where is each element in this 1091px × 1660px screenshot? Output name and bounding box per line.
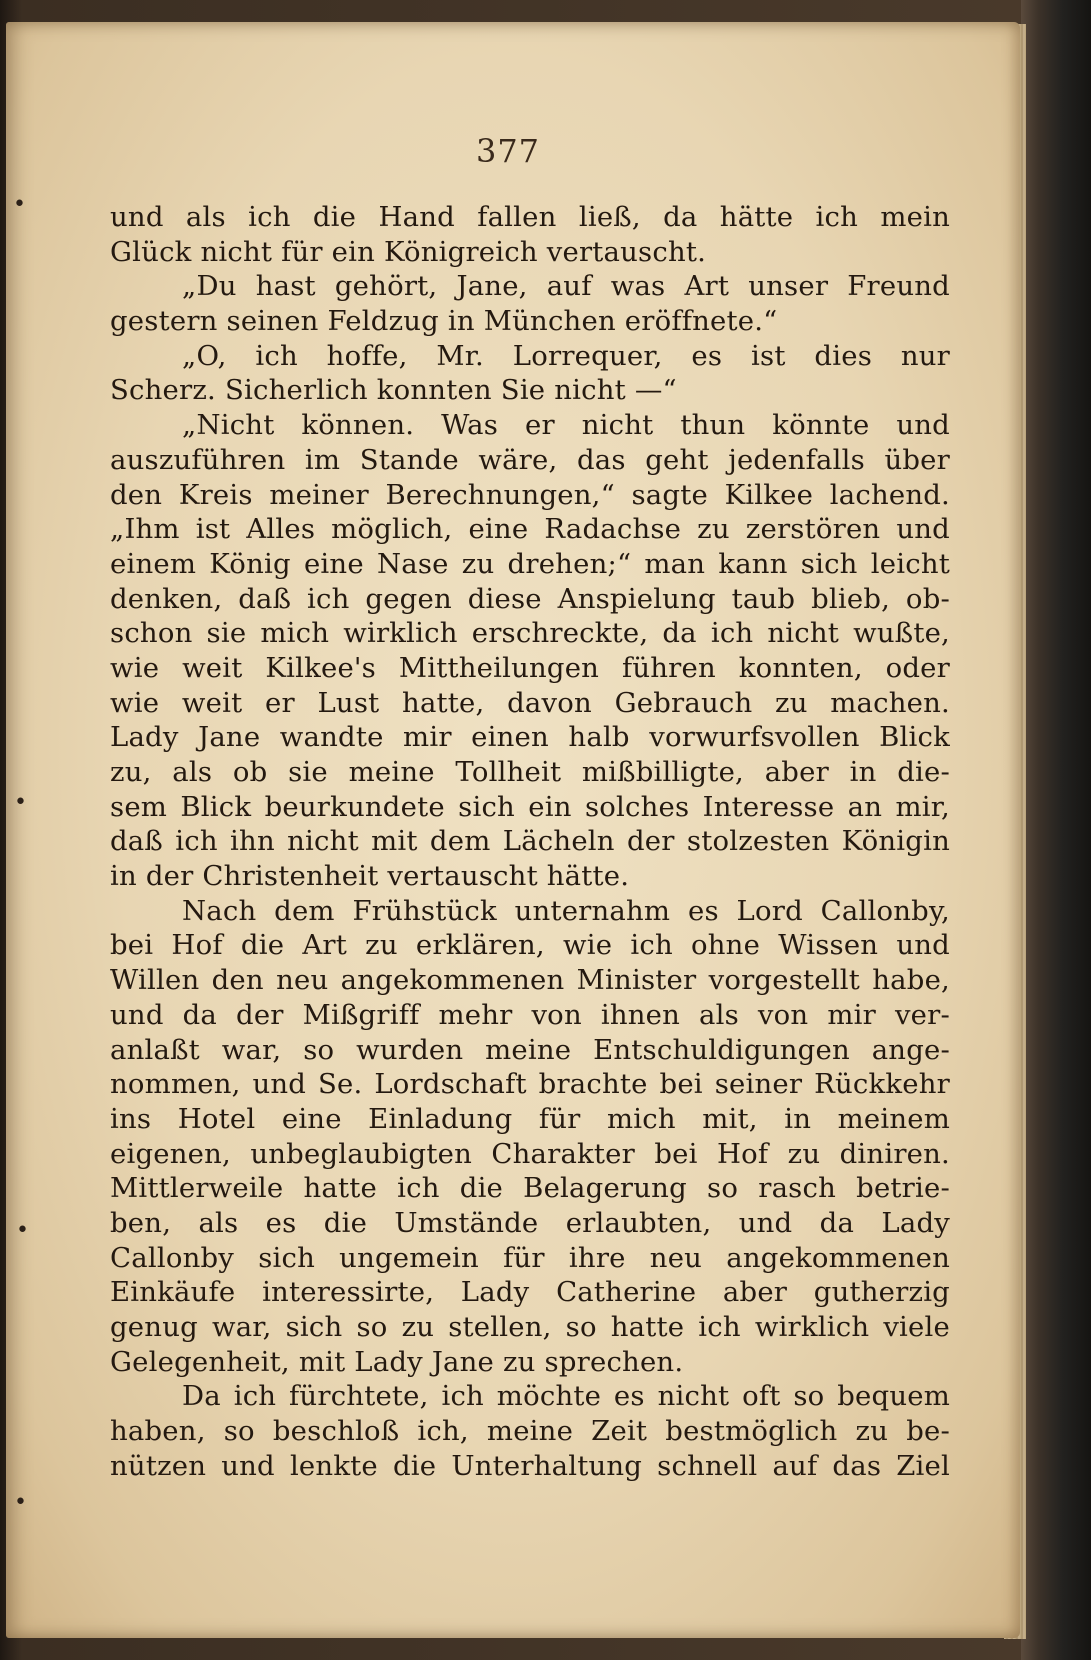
book-cover-edge xyxy=(1021,0,1091,1660)
text-line: ins Hotel eine Einladung für mich mit, in meinem xyxy=(110,1102,950,1135)
margin-mark: • xyxy=(14,1490,27,1515)
text-line: Einkäufe interessirte, Lady Catherine aber gutherzig xyxy=(110,1276,950,1309)
text-line: „Nicht können. Was er nicht thun könnte und xyxy=(182,409,950,442)
page-number: 377 xyxy=(475,132,541,170)
text-line: bei Hof die Art zu erklären, wie ich ohne Wissen und xyxy=(110,929,950,962)
text-line: daß ich ihn nicht mit dem Lächeln der stolzesten Königin xyxy=(110,825,950,858)
text-line: wie weit Kilkee's Mittheilungen führen konnten, oder xyxy=(110,651,950,684)
text-line: Scherz. Sicherlich konnten Sie nicht —“ xyxy=(110,374,677,407)
text-line: Mittlerweile hatte ich die Belagerung so rasch betrie- xyxy=(110,1172,950,1205)
text-line: „Ihm ist Alles möglich, eine Radachse zu zerstören und xyxy=(110,513,950,546)
margin-mark: • xyxy=(16,1218,29,1243)
text-line: anlaßt war, so wurden meine Entschuldigungen ange- xyxy=(110,1033,950,1066)
text-line: haben, so beschloß ich, meine Zeit bestmöglich zu be- xyxy=(110,1415,950,1448)
text-line: zu, als ob sie meine Tollheit mißbilligte, aber in die- xyxy=(110,756,950,788)
text-line: Willen den neu angekommenen Minister vorgestellt habe, xyxy=(110,964,950,997)
text-line: Callonby sich ungemein für ihre neu angekommenen xyxy=(110,1241,950,1274)
text-line: und da der Mißgriff mehr von ihnen als von mir ver- xyxy=(110,998,950,1031)
text-line: in der Christenheit vertauscht hätte. xyxy=(110,860,630,893)
text-line: sem Blick beurkundete sich ein solches Interesse an mir, xyxy=(110,790,950,823)
text-line: Nach dem Frühstück unternahm es Lord Callonby, xyxy=(182,894,950,927)
text-line: den Kreis meiner Berechnungen,“ sagte Kilkee lachend. xyxy=(110,478,950,511)
text-line: genug war, sich so zu stellen, so hatte ich wirklich viele xyxy=(110,1311,950,1343)
text-line: Lady Jane wandte mir einen halb vorwurfsvollen Blick xyxy=(110,721,950,754)
page-text xyxy=(110,200,950,1483)
text-line: Gelegenheit, mit Lady Jane zu sprechen. xyxy=(110,1345,684,1378)
text-line: Glück nicht für ein Königreich vertauscht. xyxy=(110,235,707,268)
text-line: nützen und lenkte die Unterhaltung schnell auf das Ziel xyxy=(110,1449,950,1482)
text-line: gestern seinen Feldzug in München eröffnete.“ xyxy=(110,305,778,338)
text-line: einem König eine Nase zu drehen;“ man kann sich leicht xyxy=(110,547,950,580)
text-line: eigenen, unbeglaubigten Charakter bei Hof zu diniren. xyxy=(110,1137,950,1170)
book-page xyxy=(6,22,1020,1638)
text-line: auszuführen im Stande wäre, das geht jedenfalls über xyxy=(110,443,950,476)
text-line: „O, ich hoffe, Mr. Lorrequer, es ist dies nur xyxy=(182,339,950,372)
text-line: und als ich die Hand fallen ließ, da hätte ich mein xyxy=(110,201,950,233)
margin-mark: • xyxy=(14,790,27,815)
text-line: „Du hast gehört, Jane, auf was Art unser Freund xyxy=(182,270,950,303)
text-line: ben, als es die Umstände erlaubten, und da Lady xyxy=(110,1206,950,1239)
text-line: Da ich fürchtete, ich möchte es nicht oft so bequem xyxy=(182,1380,950,1413)
margin-mark: • xyxy=(13,192,26,217)
text-line: denken, daß ich gegen diese Anspielung taub blieb, ob- xyxy=(110,582,950,615)
text-line: schon sie mich wirklich erschreckte, da ich nicht wußte, xyxy=(110,617,950,650)
text-line: nommen, und Se. Lordschaft brachte bei seiner Rückkehr xyxy=(110,1068,950,1101)
text-line: wie weit er Lust hatte, davon Gebrauch zu machen. xyxy=(110,686,950,719)
